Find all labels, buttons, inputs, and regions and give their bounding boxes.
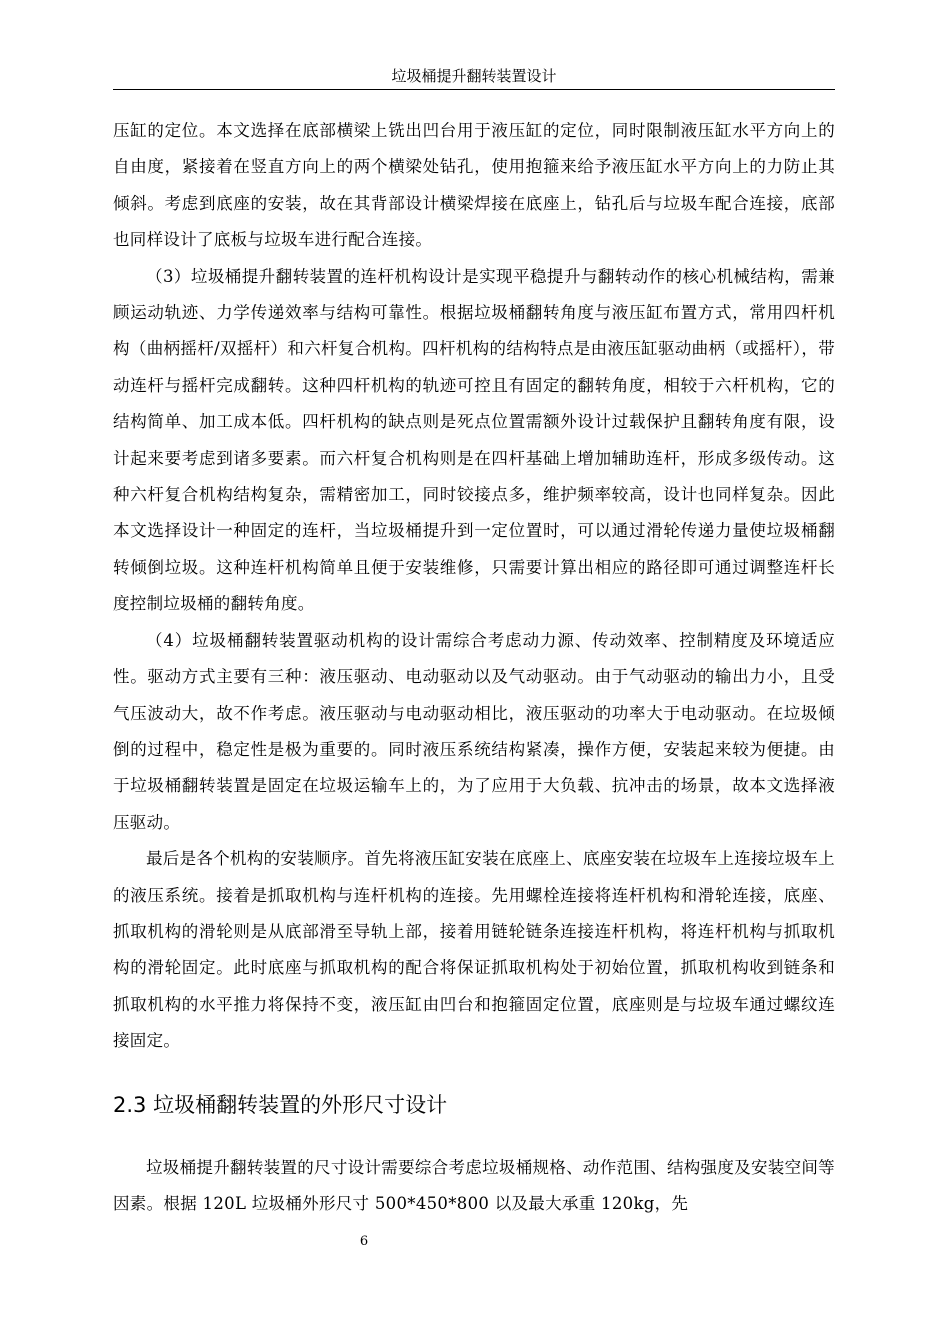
section-body <box>113 1150 835 1223</box>
header-rule <box>113 89 835 90</box>
section-heading: 2.3 垃圾桶翻转装置的外形尺寸设计 <box>113 1093 448 1117</box>
page-number: 6 <box>359 1234 369 1249</box>
paragraph-dimension-design: 垃圾桶提升翻转装置的尺寸设计需要综合考虑垃圾桶规格、动作范围、结构强度及安装空间等因素。根据 120L 垃圾桶外形尺寸 500*450*800 以及最大承重 120kg，先 <box>113 1158 835 1214</box>
paragraph-continuation: 压缸的定位。本文选择在底部横梁上铣出凹台用于液压缸的定位，同时限制液压缸水平方向上的自由度，紧接着在竖直方向上的两个横梁处钻孔，使用抱箍来给予液压缸水平方向上的力防止其倾斜。考虑到底座的安装，故在其背部设计横梁焊接在底座上，钻孔后与垃圾车配合连接，底部也同样设计了底板与垃圾车进行配合连接。 <box>113 121 835 250</box>
paragraph-installation-order: 最后是各个机构的安装顺序。首先将液压缸安装在底座上、底座安装在垃圾车上连接垃圾车上的液压系统。接着是抓取机构与连杆机构的连接。先用螺栓连接将连杆机构和滑轮连接，底座、抓取机构的滑轮则是从底部滑至导轨上部，接着用链轮链条连接连杆机构，将连杆机构与抓取机构的滑轮固定。此时底座与抓取机构的配合将保证抓取机构处于初始位置，抓取机构收到链条和抓取机构的水平推力将保持不变，液压缸由凹台和抱箍固定位置，底座则是与垃圾车通过螺纹连接固定。 <box>113 849 835 1051</box>
paragraph-drive-mechanism: （4）垃圾桶翻转装置驱动机构的设计需综合考虑动力源、传动效率、控制精度及环境适应性。驱动方式主要有三种：液压驱动、电动驱动以及气动驱动。由于气动驱动的输出力小，且受气压波动大，故不作考虑。液压驱动与电动驱动相比，液压驱动的功率大于电动驱动。在垃圾倾倒的过程中，稳定性是极为重要的。同时液压系统结构紧凑，操作方便，安装起来较为便捷。由于垃圾桶翻转装置是固定在垃圾运输车上的，为了应用于大负载、抗冲击的场景，故本文选择液压驱动。 <box>113 630 835 832</box>
paragraph-linkage-mechanism: （3）垃圾桶提升翻转装置的连杆机构设计是实现平稳提升与翻转动作的核心机械结构，需兼顾运动轨迹、力学传递效率与结构可靠性。根据垃圾桶翻转角度与液压缸布置方式，常用四杆机构（曲柄摇杆/双摇杆）和六杆复合机构。四杆机构的结构特点是由液压缸驱动曲柄（或摇杆），带动连杆与摇杆完成翻转。这种四杆机构的轨迹可控且有固定的翻转角度，相较于六杆机构，它的结构简单、加工成本低。四杆机构的缺点则是死点位置需额外设计过载保护且翻转角度有限，设计起来要考虑到诸多要素。而六杆复合机构则是在四杆基础上增加辅助连杆，形成多级传动。这种六杆复合机构结构复杂，需精密加工，同时铰接点多，维护频率较高，设计也同样复杂。因此本文选择设计一种固定的连杆，当垃圾桶提升到一定位置时，可以通过滑轮传递力量使垃圾桶翻转倾倒垃圾。这种连杆机构简单且便于安装维修，只需要计算出相应的路径即可通过调整连杆长度控制垃圾桶的翻转角度。 <box>113 266 835 614</box>
running-header: 垃圾桶提升翻转装置设计 <box>391 67 557 85</box>
body-text <box>113 113 835 1060</box>
